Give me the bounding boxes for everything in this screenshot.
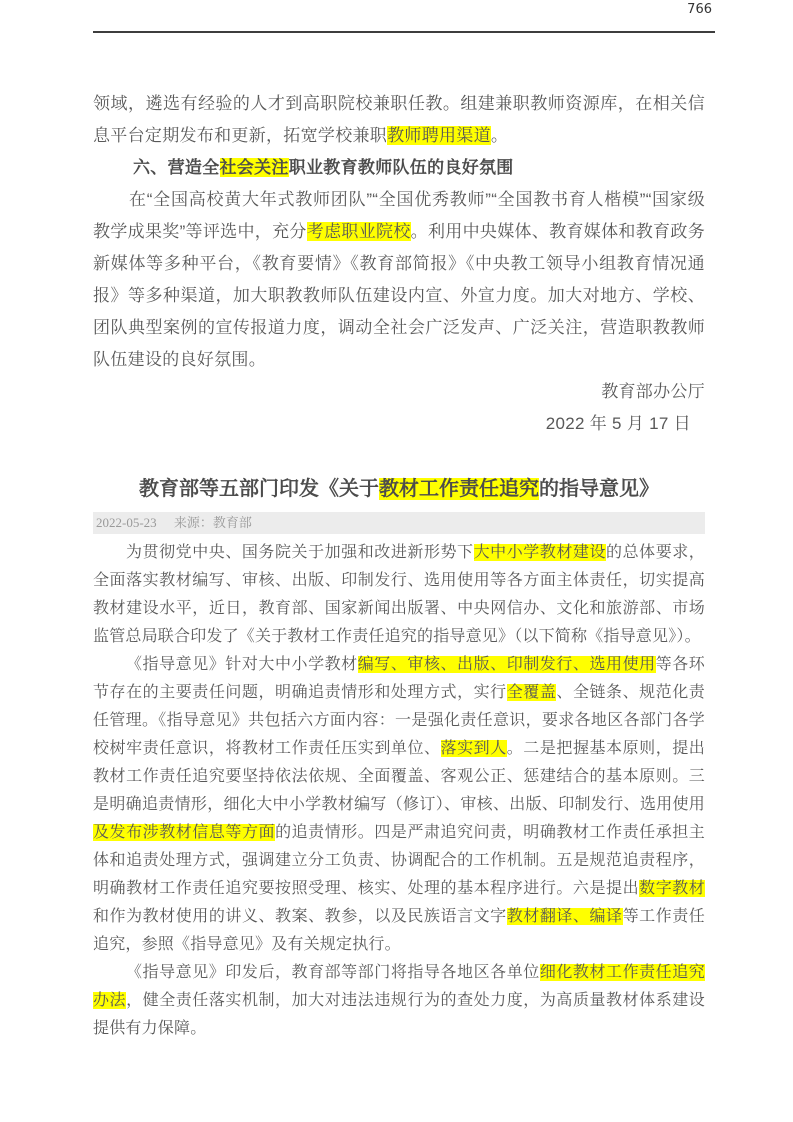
text-run: 。利用中央媒体、教育媒体和教育政务新媒体等多种平台，《教育要情》《教育部简报》《中央教工领导小组教育情况通报》等多种渠道，加大职教教师队伍建设内宣、外宣力度。加大对地方、学校、团队典型案例的宣传报道力度，调动全社会广泛发声、广泛关注，营造职教教师队伍建设的良好氛围。 — [93, 222, 705, 369]
text-run: 。二是把握基本原则，提出教材工作责任追究要坚持依法依规、全面覆盖、客观公正、惩建结合的基本原则。三是明确追责情形，细化大中小学教材编写（修订）、审核、出版、印制发行、选用使用 — [93, 740, 705, 813]
text-run: 领域，遴选有经验的人才到高职院校兼职任教。组建兼职教师资源库，在相关信息平台定期发布和更新，拓宽学校兼职 — [93, 94, 705, 145]
text-run: 等各环节存在的主要责任问题，明确追责情形和处理方式，实行 — [93, 656, 705, 701]
text-run: 在“全国高校黄大年式教师团队”“全国优秀教师”“全国教书育人楷模”“国家级教学成果奖”等评选中，充分 — [93, 190, 705, 241]
highlighted-text: 教材翻译、编译 — [506, 908, 623, 925]
doc2-meta-date: 2022-05-23 — [96, 515, 157, 530]
doc1-tail-paragraph — [93, 88, 705, 152]
text-run: 、全链条、规范化责任管理。《指导意见》共包括六方面内容：一是强化责任意识，要求各地区各部门各学校树牢责任意识，将教材工作责任压实到单位、 — [93, 684, 705, 757]
highlighted-text: 大中小学教材建设 — [473, 544, 607, 561]
doc2-paragraph-2 — [93, 651, 705, 959]
highlighted-text: 细化教材工作责任追究办法 — [93, 964, 705, 1009]
highlighted-text: 社会关注 — [219, 158, 289, 177]
highlighted-text: 全覆盖 — [506, 684, 557, 701]
text-run: 。 — [490, 126, 509, 145]
text-run: 等工作责任追究，参照《指导意见》及有关规定执行。 — [93, 908, 705, 953]
text-run: 六、营造全 — [133, 158, 220, 177]
header-rule — [93, 31, 715, 33]
highlighted-text: 教师聘用渠道 — [387, 126, 491, 145]
doc1-date: 2022 年 5 月 17 日 — [545, 414, 691, 433]
text-run: 《指导意见》针对大中小学教材 — [126, 656, 358, 673]
doc2-meta-source: 来源：教育部 — [173, 515, 252, 530]
doc2-section — [93, 476, 705, 1043]
text-run: 职业教育教师队伍的良好氛围 — [288, 158, 514, 177]
text-run: 的追责情形。四是严肃追究问责，明确教材工作责任承担主体和追责处理方式，强调建立分工负责、协调配合的工作机制。五是规范追责程序，明确教材工作责任追究要按照受理、核实、处理的基本程序进行。六是提出 — [93, 824, 706, 897]
text-run: ，健全责任落实机制，加大对违法违规行为的查处力度，为高质量教材体系建设提供有力保障。 — [93, 992, 705, 1037]
page-number: 766 — [687, 2, 712, 17]
doc2-title — [93, 476, 705, 503]
doc2-meta-bar — [93, 512, 705, 534]
highlighted-text: 编写、审核、出版、印制发行、选用使用 — [357, 656, 656, 673]
text-run: 为贯彻党中央、国务院关于加强和改进新形势下 — [126, 544, 474, 561]
text-run: 和作为教材使用的讲义、教案、教参，以及民族语言文字 — [93, 908, 507, 925]
text-run: 的指导意见》 — [539, 478, 659, 500]
highlighted-text: 考虑职业院校 — [306, 222, 411, 241]
text-run: 的总体要求，全面落实教材编写、审核、出版、印制发行、选用使用等各方面主体责任，切实提高教材建设水平，近日，教育部、国家新闻出版署、中央网信办、文化和旅游部、市场监管总局联合印发了《关于教材工作责任追究的指导意见》（以下简称《指导意见》）。 — [93, 544, 705, 645]
highlighted-text: 落实到人 — [440, 740, 507, 757]
doc2-paragraph-3 — [93, 959, 705, 1043]
page-content — [93, 88, 705, 1043]
highlighted-text: 及发布涉教材信息等方面 — [93, 824, 276, 841]
text-run: 《指导意见》印发后，教育部等部门将指导各地区各单位 — [126, 964, 540, 981]
doc1-signature: 教育部办公厅 — [601, 382, 705, 401]
text-run: 教育部等五部门印发《关于 — [139, 478, 379, 500]
doc1-heading-six — [93, 152, 705, 184]
highlighted-text: 教材工作责任追究 — [379, 478, 539, 500]
doc2-paragraph-1 — [93, 539, 705, 651]
highlighted-text: 数字教材 — [639, 880, 705, 897]
doc1-section — [93, 88, 705, 440]
doc1-body-paragraph — [93, 184, 705, 376]
